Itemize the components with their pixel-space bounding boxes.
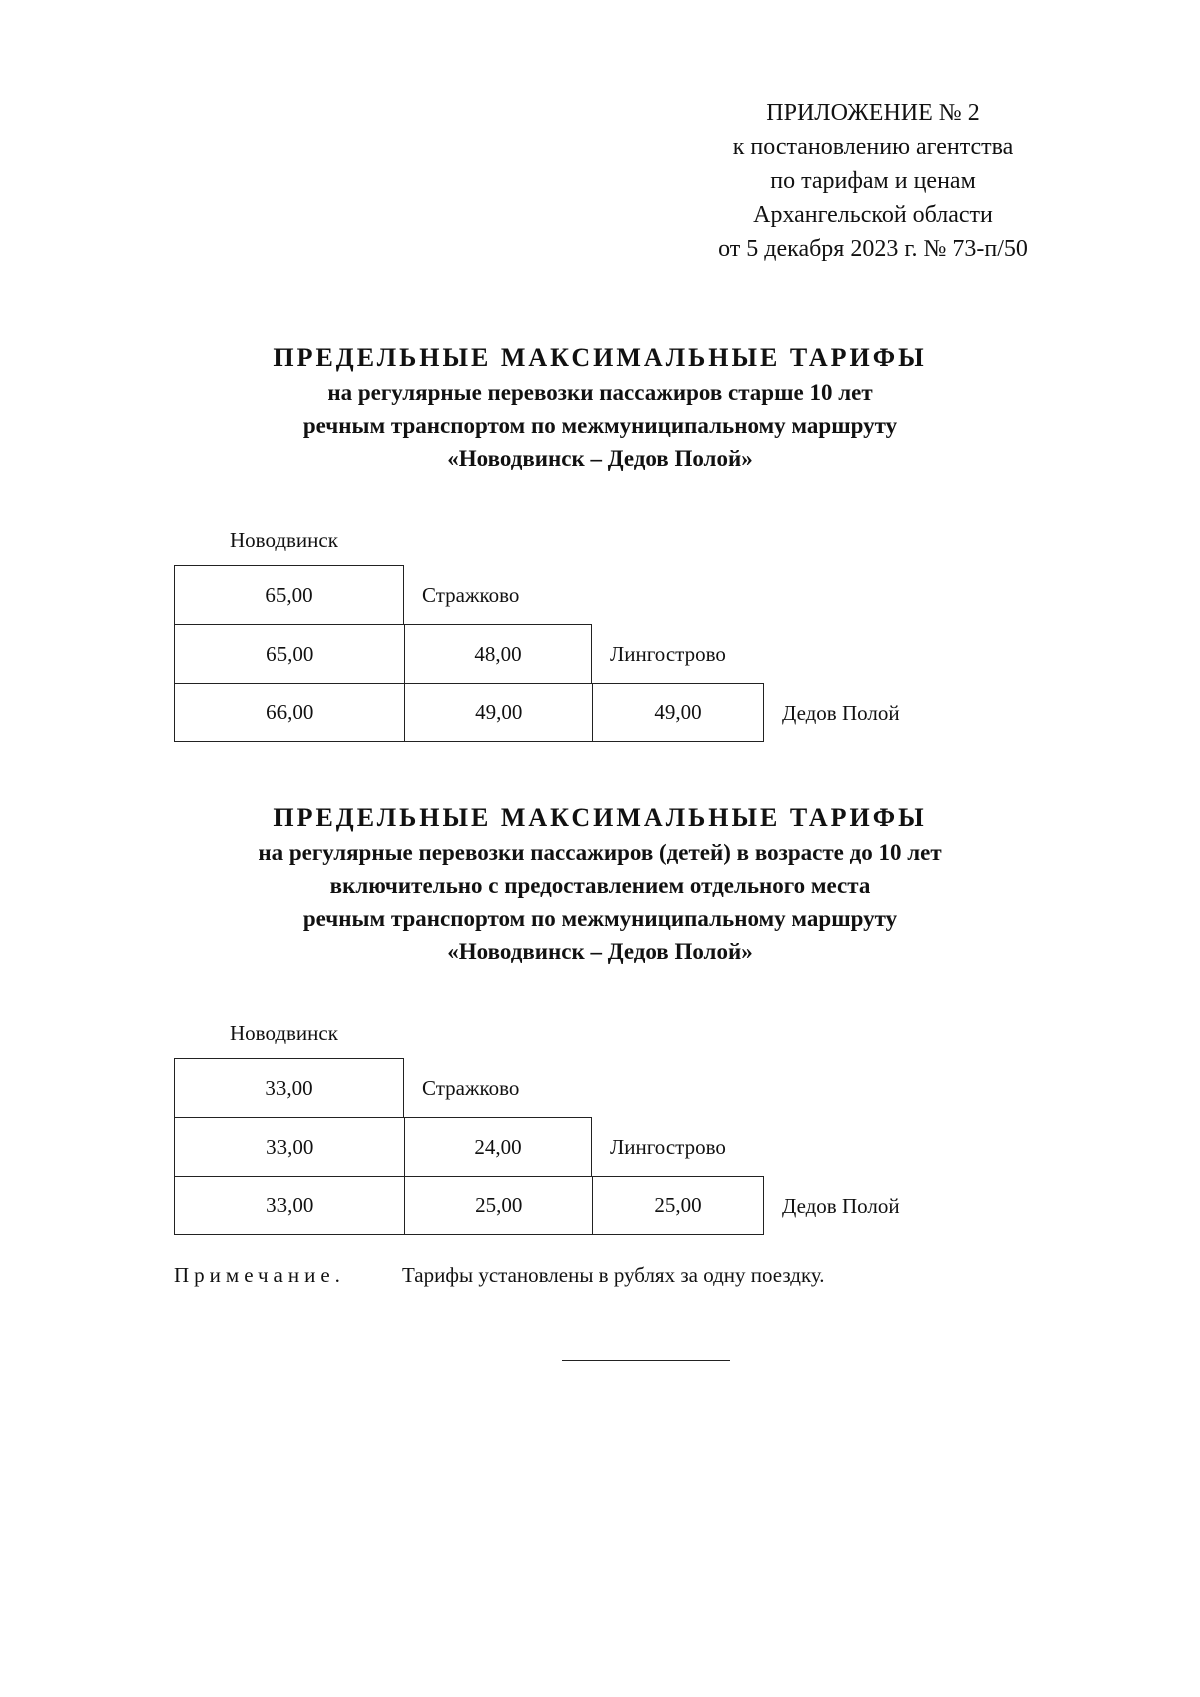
stop-label: Стражково [422, 582, 520, 607]
section-1-route: «Новодвинск – Дедов Полой» [447, 446, 753, 471]
appendix-line-date: от 5 декабря 2023 г. № 73-п/50 [718, 236, 1028, 262]
section-1-subtitle-2: речным транспортом по межмуниципальному маршруту [302, 413, 898, 438]
section-2-subtitle-3: речным транспортом по межмуниципальному маршруту [302, 906, 898, 931]
fare-cell: 25,00 [592, 1176, 764, 1235]
stop-label: Стражково [422, 1075, 520, 1100]
fare-cell: 65,00 [174, 624, 406, 685]
note-text: Тарифы установлены в рублях за одну поездку. [402, 1263, 825, 1287]
appendix-line-agency: по тарифам и ценам [770, 168, 976, 194]
appendix-header [700, 96, 1046, 266]
fare-cell: 25,00 [404, 1176, 594, 1235]
stop-label: Лингострово [610, 1134, 726, 1159]
note-label: Примечание. [174, 1263, 345, 1287]
section-1-heading: ПРЕДЕЛЬНЫЕ МАКСИМАЛЬНЫЕ ТАРИФЫ [273, 343, 927, 372]
fare-matrix-adults [174, 510, 914, 750]
fare-cell: 24,00 [404, 1117, 592, 1178]
fare-cell: 48,00 [404, 624, 592, 685]
stop-label: Дедов Полой [782, 700, 900, 725]
stop-label: Лингострово [610, 641, 726, 666]
fare-cell: 66,00 [174, 683, 406, 742]
fare-cell: 49,00 [404, 683, 594, 742]
fare-matrix-children [174, 1003, 914, 1243]
appendix-line-region: Архангельской области [753, 202, 993, 228]
section-1-title [150, 340, 1050, 475]
closing-divider [562, 1360, 730, 1361]
stop-label: Дедов Полой [782, 1193, 900, 1218]
section-2-title [150, 800, 1050, 968]
fare-cell: 33,00 [174, 1117, 406, 1178]
section-2-subtitle-1: на регулярные перевозки пассажиров (детей) в возрасте до 10 лет [258, 840, 942, 865]
stop-label: Новодвинск [230, 528, 338, 552]
fare-cell: 33,00 [174, 1176, 406, 1235]
section-2-heading: ПРЕДЕЛЬНЫЕ МАКСИМАЛЬНЫЕ ТАРИФЫ [273, 803, 927, 832]
fare-cell: 65,00 [174, 565, 404, 626]
fare-cell: 33,00 [174, 1058, 404, 1119]
section-2-route: «Новодвинск – Дедов Полой» [447, 939, 753, 964]
section-2-subtitle-2: включительно с предоставлением отдельного места [329, 873, 871, 898]
fare-cell: 49,00 [592, 683, 764, 742]
appendix-number: ПРИЛОЖЕНИЕ № 2 [766, 100, 980, 126]
note [174, 1263, 825, 1288]
section-1-subtitle-1: на регулярные перевозки пассажиров старше 10 лет [327, 380, 873, 405]
stop-label: Новодвинск [230, 1021, 338, 1045]
appendix-line-resolution: к постановлению агентства [732, 134, 1014, 160]
